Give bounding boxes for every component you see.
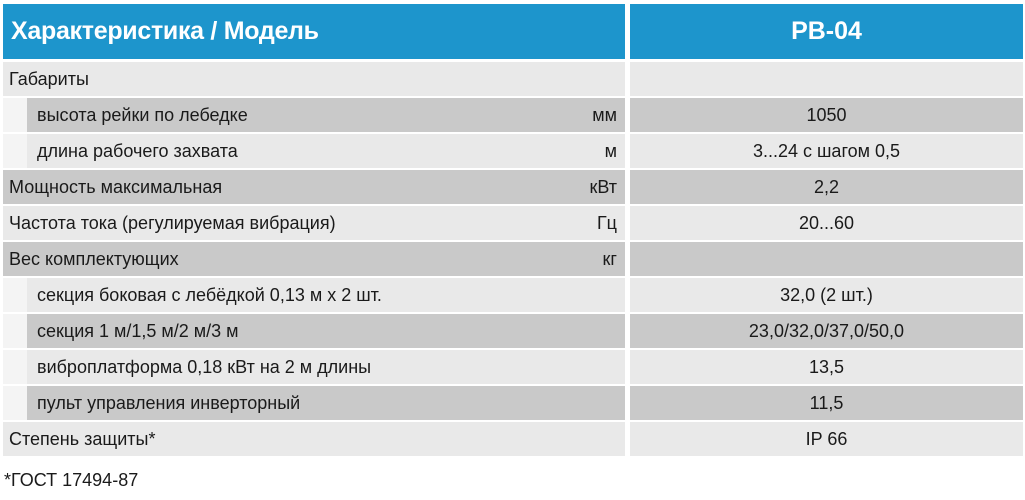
table-row xyxy=(3,350,1023,384)
characteristic-label: высота рейки по лебедке xyxy=(37,104,248,125)
table-row xyxy=(3,422,1023,456)
value-cell: 13,5 xyxy=(630,350,1023,384)
indent-spacer xyxy=(3,278,27,312)
characteristic-label: длина рабочего захвата xyxy=(37,140,238,161)
characteristic-label: Габариты xyxy=(9,68,89,89)
characteristic-cell xyxy=(3,278,625,312)
value-cell: 3...24 с шагом 0,5 xyxy=(630,134,1023,168)
unit-label: м xyxy=(604,140,617,161)
unit-label: мм xyxy=(592,104,617,125)
table-row xyxy=(3,278,1023,312)
header-characteristic-model: Характеристика / Модель xyxy=(3,4,625,59)
characteristic-cell xyxy=(3,206,625,240)
characteristic-label: Вес комплектующих xyxy=(9,248,179,269)
header-model-name: PB-04 xyxy=(630,4,1023,59)
table-row xyxy=(3,206,1023,240)
unit-label: Гц xyxy=(596,212,617,233)
value-cell: 23,0/32,0/37,0/50,0 xyxy=(630,314,1023,348)
characteristic-cell xyxy=(3,422,625,456)
table-row xyxy=(3,242,1023,276)
characteristic-label: секция боковая с лебёдкой 0,13 м х 2 шт. xyxy=(37,284,382,305)
value-cell: 2,2 xyxy=(630,170,1023,204)
indent-spacer xyxy=(3,350,27,384)
table-row xyxy=(3,314,1023,348)
characteristic-cell xyxy=(3,134,625,168)
characteristic-label: Мощность максимальная xyxy=(9,176,223,197)
indent-spacer xyxy=(3,386,27,420)
table-body xyxy=(3,62,1023,456)
value-cell: IP 66 xyxy=(630,422,1023,456)
unit-label: кВт xyxy=(589,176,617,197)
characteristic-label: Степень защиты* xyxy=(9,428,156,449)
unit-label: кг xyxy=(602,248,617,269)
value-cell xyxy=(630,242,1023,276)
footnote: *ГОСТ 17494-87 xyxy=(4,470,139,490)
characteristic-label: секция 1 м/1,5 м/2 м/3 м xyxy=(37,320,239,341)
table-row xyxy=(3,62,1023,96)
characteristic-cell xyxy=(3,314,625,348)
value-cell: 1050 xyxy=(630,98,1023,132)
characteristic-cell xyxy=(3,98,625,132)
characteristic-cell xyxy=(3,170,625,204)
characteristic-cell xyxy=(3,386,625,420)
value-cell: 11,5 xyxy=(630,386,1023,420)
indent-spacer xyxy=(3,314,27,348)
characteristic-cell xyxy=(3,350,625,384)
characteristic-label: виброплатформа 0,18 кВт на 2 м длины xyxy=(37,356,372,377)
spec-table xyxy=(3,4,1023,458)
value-cell: 32,0 (2 шт.) xyxy=(630,278,1023,312)
table-row xyxy=(3,170,1023,204)
characteristic-label: пульт управления инверторный xyxy=(37,392,301,413)
characteristic-cell xyxy=(3,62,625,96)
table-header xyxy=(3,4,1023,59)
indent-spacer xyxy=(3,134,27,168)
table-row xyxy=(3,98,1023,132)
indent-spacer xyxy=(3,98,27,132)
table-row xyxy=(3,134,1023,168)
table-row xyxy=(3,386,1023,420)
value-cell xyxy=(630,62,1023,96)
characteristic-label: Частота тока (регулируемая вибрация) xyxy=(9,212,336,233)
characteristic-cell xyxy=(3,242,625,276)
value-cell: 20...60 xyxy=(630,206,1023,240)
